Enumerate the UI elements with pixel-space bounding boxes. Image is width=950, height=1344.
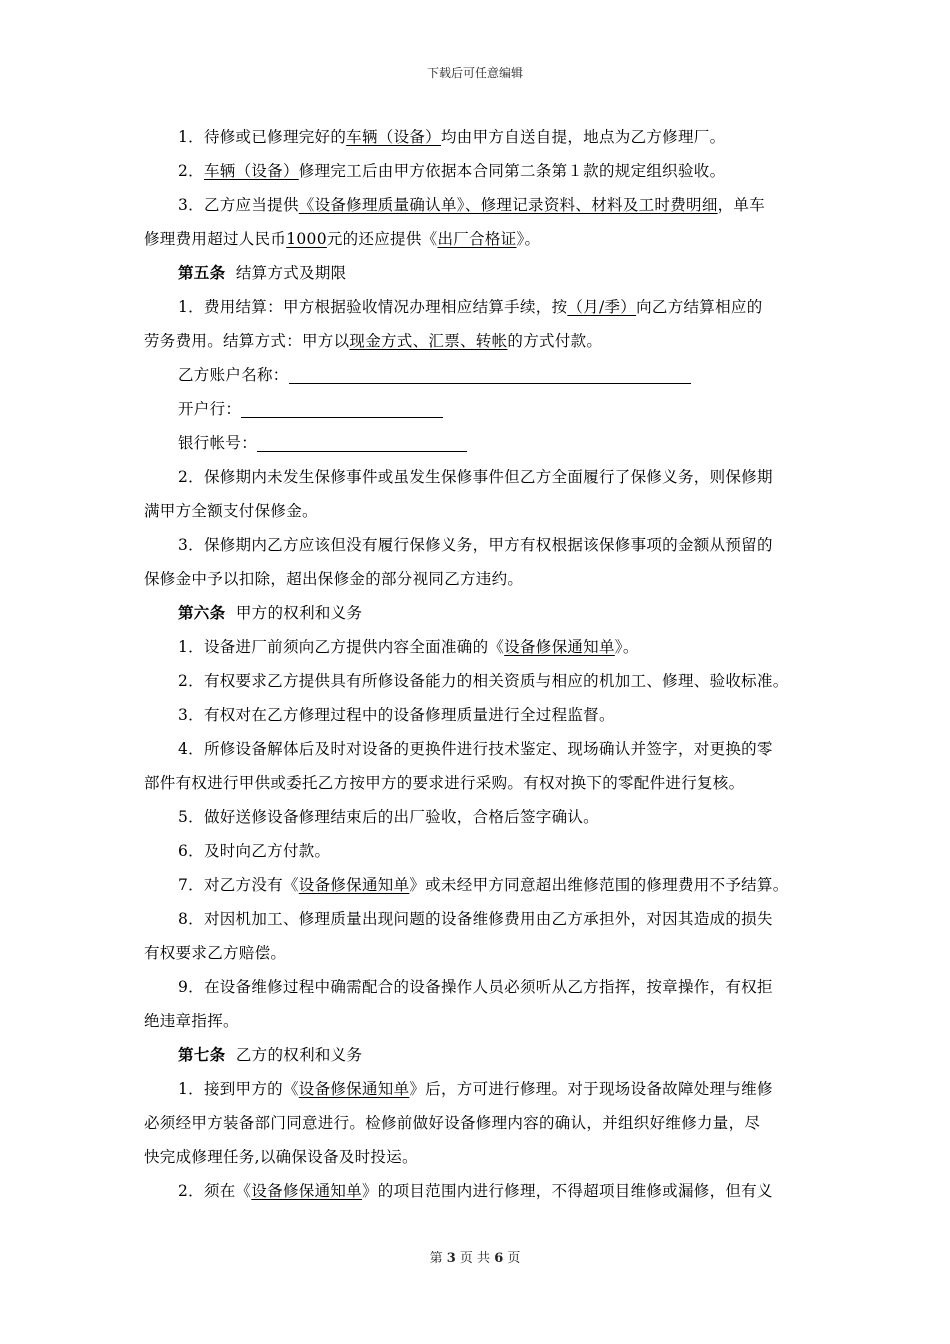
sec6-item-6: 6．及时向乙方付款。 bbox=[178, 842, 331, 860]
sec6-item-4-cont: 部件有权进行甲供或委托乙方按甲方的要求进行采购。有权对换下的零配件进行复核。 bbox=[144, 774, 745, 792]
account-name-blank bbox=[289, 365, 691, 384]
sec5-item-2-cont: 满甲方全额支付保修金。 bbox=[144, 502, 318, 520]
sec5-item-3: 3．保修期内乙方应该但没有履行保修义务，甲方有权根据该保修事项的金额从预留的 bbox=[178, 536, 773, 554]
sec5-item-3-cont: 保修金中予以扣除，超出保修金的部分视同乙方违约。 bbox=[144, 570, 524, 588]
sec6-item-4: 4．所修设备解体后及时对设备的更换件进行技术鉴定、现场确认并签字，对更换的零 bbox=[178, 740, 773, 758]
sec4-item-2: 2．车辆（设备）修理完工后由甲方依据本合同第二条第１款的规定组织验收。 bbox=[178, 162, 726, 180]
sec6-item-3: 3．有权对在乙方修理过程中的设备修理质量进行全过程监督。 bbox=[178, 706, 615, 724]
sec4-item-1: 1．待修或已修理完好的车辆（设备）均由甲方自送自提，地点为乙方修理厂。 bbox=[178, 128, 726, 146]
sec5-item-2: 2．保修期内未发生保修事件或虽发生保修事件但乙方全面履行了保修义务，则保修期 bbox=[178, 468, 773, 486]
sec4-item-3: 3．乙方应当提供《设备修理质量确认单》、修理记录资料、材料及工时费明细，单车 bbox=[178, 196, 766, 214]
section-6-heading: 第六条 甲方的权利和义务 bbox=[178, 603, 363, 622]
sec6-item-8-cont: 有权要求乙方赔偿。 bbox=[144, 944, 287, 962]
bank-blank bbox=[241, 399, 443, 418]
sec6-item-9: 9．在设备维修过程中确需配合的设备操作人员必须听从乙方指挥，按章操作，有权拒 bbox=[178, 978, 773, 996]
sec6-item-5: 5．做好送修设备修理结束后的出厂验收，合格后签字确认。 bbox=[178, 808, 599, 826]
total-page-number: 6 bbox=[494, 1251, 504, 1266]
sec6-item-9-cont: 绝违章指挥。 bbox=[144, 1012, 239, 1030]
section-5-heading: 第五条 结算方式及期限 bbox=[178, 263, 347, 282]
sec6-item-8: 8．对因机加工、修理质量出现问题的设备维修费用由乙方承担外，对因其造成的损失 bbox=[178, 910, 773, 928]
page-header: 下载后可任意编辑 bbox=[426, 66, 523, 80]
sec6-item-1: 1．设备进厂前须向乙方提供内容全面准确的《设备修保通知单》。 bbox=[178, 638, 639, 656]
account-number-row bbox=[144, 426, 816, 460]
bank-row bbox=[144, 392, 816, 426]
sec7-item-2: 2．须在《设备修保通知单》的项目范围内进行修理，不得超项目维修或漏修，但有义 bbox=[178, 1182, 773, 1200]
current-page-number: 3 bbox=[446, 1251, 456, 1266]
account-name-row bbox=[144, 358, 816, 392]
sec6-item-7: 7．对乙方没有《设备修保通知单》或未经甲方同意超出维修范围的修理费用不予结算。 bbox=[178, 876, 789, 894]
account-number-blank bbox=[257, 433, 467, 452]
account-name-label: 乙方账户名称： bbox=[178, 366, 289, 384]
sec6-item-2: 2．有权要求乙方提供具有所修设备能力的相关资质与相应的机加工、修理、验收标准。 bbox=[178, 672, 789, 690]
sec5-item-1-cont: 劳务费用。结算方式：甲方以现金方式、汇票、转帐的方式付款。 bbox=[144, 332, 603, 350]
sec7-item-1-cont-2: 快完成修理任务,以确保设备及时投运。 bbox=[144, 1148, 418, 1166]
section-7-heading: 第七条 乙方的权利和义务 bbox=[178, 1045, 363, 1064]
sec5-item-1: 1．费用结算：甲方根据验收情况办理相应结算手续，按（月/季）向乙方结算相应的 bbox=[178, 298, 763, 316]
sec7-item-1-cont: 必须经甲方装备部门同意进行。检修前做好设备修理内容的确认，并组织好维修力量，尽 bbox=[144, 1114, 761, 1132]
bank-label: 开户行： bbox=[178, 400, 242, 418]
page-footer: 第 3 页 共 6 页 bbox=[429, 1251, 521, 1266]
document-body bbox=[144, 120, 816, 1208]
sec7-item-1: 1．接到甲方的《设备修保通知单》后，方可进行修理。对于现场设备故障处理与维修 bbox=[178, 1080, 773, 1098]
account-number-label: 银行帐号： bbox=[178, 434, 258, 452]
sec4-item-3-cont: 修理费用超过人民币1000元的还应提供《出厂合格证》。 bbox=[144, 230, 541, 248]
